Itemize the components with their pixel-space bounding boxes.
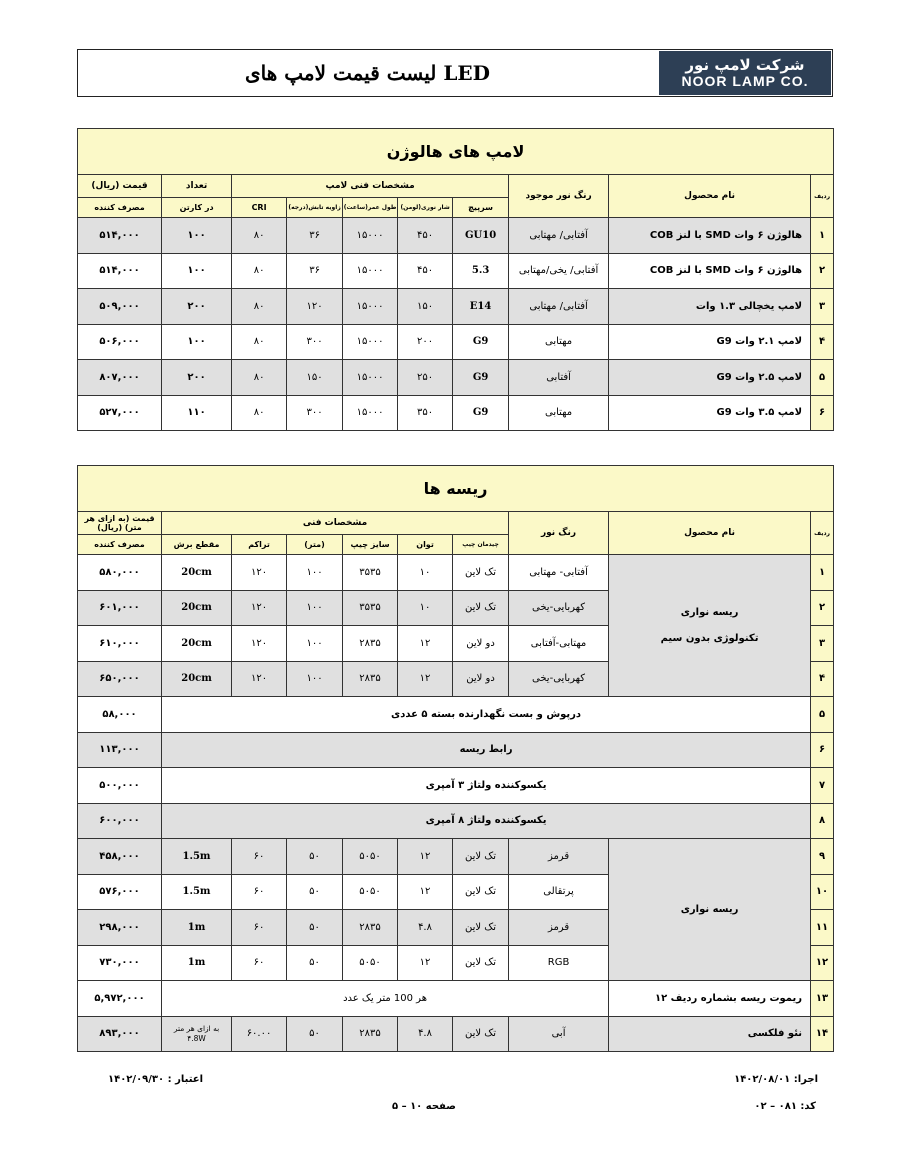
col-flux: شار نوری(لومن) [398, 198, 453, 218]
table-row [78, 253, 834, 289]
row-number: ۴ [811, 661, 834, 697]
light-color: آفتابی/ یخی/مهتابی [509, 253, 609, 289]
power-value: ۱۲ [398, 945, 453, 981]
carton-quantity: ۱۰۰ [162, 218, 232, 254]
socket-type: G9 [453, 324, 509, 360]
density-value: ۶۰ [232, 945, 287, 981]
consumer-price: ۵۰۰,۰۰۰ [78, 768, 162, 804]
col-product: نام محصول [609, 175, 811, 218]
chip-size: ۵۰۵۰ [343, 945, 398, 981]
consumer-price: ۸۰۷,۰۰۰ [78, 360, 162, 396]
power-value: ۱۰ [398, 590, 453, 626]
table-row [78, 360, 834, 396]
consumer-price: ۵۰۹,۰۰۰ [78, 289, 162, 325]
lifetime-hours: ۱۵۰۰۰ [343, 289, 398, 325]
light-color: مهتابی [509, 395, 609, 431]
consumer-price: ۵,۹۷۲,۰۰۰ [78, 981, 162, 1017]
luminous-flux: ۲۰۰ [398, 324, 453, 360]
footer-page-number: صفحه ۱۰ – ۵ [392, 1101, 456, 1112]
meter-value: ۱۰۰ [287, 555, 343, 591]
luminous-flux: ۴۵۰ [398, 218, 453, 254]
density-value: ۱۲۰ [232, 661, 287, 697]
page-title: لیست قیمت لامپ های LED [245, 61, 490, 85]
accessory-name: یکسوکننده ولتاژ ۸ آمپری [162, 803, 811, 839]
meter-value: ۱۰۰ [287, 590, 343, 626]
strips-table [77, 465, 834, 1052]
strip-group-wireless [609, 555, 811, 697]
meter-value: ۵۰ [287, 839, 343, 875]
product-name: نئو فلکسی [609, 1016, 811, 1052]
cut-length: 1.5m [162, 874, 232, 910]
chip-size: ۵۰۵۰ [343, 839, 398, 875]
table-row [78, 555, 834, 591]
density-value: ۶۰ [232, 839, 287, 875]
row-number: ۳ [811, 289, 834, 325]
lifetime-hours: ۱۵۰۰۰ [343, 324, 398, 360]
meter-value: ۵۰ [287, 945, 343, 981]
page-header [77, 49, 833, 97]
chip-size: ۳۵۳۵ [343, 555, 398, 591]
row-number: ۱ [811, 218, 834, 254]
row-number: ۸ [811, 803, 834, 839]
chip-size: ۳۵۳۵ [343, 590, 398, 626]
chip-layout: تک لاین [453, 910, 509, 946]
power-value: ۴.۸ [398, 1016, 453, 1052]
chip-size: ۲۸۳۵ [343, 661, 398, 697]
power-value: ۴.۸ [398, 910, 453, 946]
row-number: ۱ [811, 555, 834, 591]
chip-layout: تک لاین [453, 590, 509, 626]
row-number: ۴ [811, 324, 834, 360]
row-number: ۳ [811, 626, 834, 662]
chip-size: ۲۸۳۵ [343, 1016, 398, 1052]
luminous-flux: ۳۵۰ [398, 395, 453, 431]
light-color: پرتقالی [509, 874, 609, 910]
row-number: ۷ [811, 768, 834, 804]
consumer-price: ۵۸۰,۰۰۰ [78, 555, 162, 591]
consumer-price: ۱۱۳,۰۰۰ [78, 732, 162, 768]
table-row [78, 981, 834, 1017]
density-value: ۶۰ [232, 910, 287, 946]
consumer-price: ۵۰۶,۰۰۰ [78, 324, 162, 360]
power-value: ۱۲ [398, 661, 453, 697]
cut-note: به ازای هر متر [173, 1023, 220, 1033]
col-power: توان [398, 535, 453, 555]
light-color: قرمز [509, 910, 609, 946]
table-row [78, 839, 834, 875]
carton-quantity: ۲۰۰ [162, 360, 232, 396]
meter-value: ۱۰۰ [287, 661, 343, 697]
table-row [78, 395, 834, 431]
footer-code: کد: ۰۸۱ – ۰۲ [754, 1101, 816, 1112]
strip-group-name: ریسه نواری [680, 606, 739, 618]
row-number: ۱۰ [811, 874, 834, 910]
consumer-price: ۵۸,۰۰۰ [78, 697, 162, 733]
light-color: آفتابی/ مهتابی [509, 289, 609, 325]
socket-type: 5.3 [453, 253, 509, 289]
density-value: ۶۰.۰۰ [232, 1016, 287, 1052]
product-name: لامپ یخچالی ۱.۳ وات [609, 289, 811, 325]
consumer-price: ۵۱۴,۰۰۰ [78, 218, 162, 254]
cut-length: 1.5m [162, 839, 232, 875]
table-row [78, 1016, 834, 1052]
consumer-price: ۵۱۴,۰۰۰ [78, 253, 162, 289]
accessory-name: یکسوکننده ولتاژ ۳ آمپری [162, 768, 811, 804]
cut-length: 20cm [162, 555, 232, 591]
col-life: طول عمر(ساعت) [343, 198, 398, 218]
product-name: لامپ ۲.۵ وات G9 [609, 360, 811, 396]
light-color: قرمز [509, 839, 609, 875]
accessory-name: درپوش و بست نگهدارنده بسته ۵ عددی [162, 697, 811, 733]
chip-layout: تک لاین [453, 874, 509, 910]
lifetime-hours: ۱۵۰۰۰ [343, 253, 398, 289]
cri-value: ۸۰ [232, 360, 287, 396]
footer-validity: اعتبار : ۱۴۰۲/۰۹/۳۰ [108, 1074, 204, 1085]
strip-group-subname: تکنولوژی بدون سیم [660, 632, 759, 644]
consumer-price: ۶۱۰,۰۰۰ [78, 626, 162, 662]
strips-section-title: ریسه ها [78, 466, 834, 512]
density-value: ۶۰ [232, 874, 287, 910]
col-price-sub: مصرف کننده [78, 198, 162, 218]
col-angle: زاویه تابش(درجه) [287, 198, 343, 218]
logo-text-fa: شرکت لامپ نور [685, 56, 805, 74]
meter-value: ۵۰ [287, 1016, 343, 1052]
col-row-no: ردیف [811, 175, 834, 218]
light-color: آفتابی [509, 360, 609, 396]
row-number: ۹ [811, 839, 834, 875]
chip-size: ۵۰۵۰ [343, 874, 398, 910]
beam-angle: ۳۶ [287, 218, 343, 254]
luminous-flux: ۱۵۰ [398, 289, 453, 325]
col-cut: مقطع برش [162, 535, 232, 555]
light-color: آفتابی/ مهتابی [509, 218, 609, 254]
cut-length: 1m [162, 945, 232, 981]
chip-layout: دو لاین [453, 626, 509, 662]
col-product: نام محصول [609, 512, 811, 555]
meter-value: ۵۰ [287, 910, 343, 946]
light-color: کهربایی-یخی [509, 661, 609, 697]
socket-type: G9 [453, 360, 509, 396]
cut-length: 20cm [162, 661, 232, 697]
company-logo [659, 51, 831, 95]
consumer-price: ۶۵۰,۰۰۰ [78, 661, 162, 697]
row-number: ۶ [811, 732, 834, 768]
power-value: ۱۲ [398, 626, 453, 662]
col-socket: سرپیچ [453, 198, 509, 218]
beam-angle: ۳۶ [287, 253, 343, 289]
light-color: مهتابی [509, 324, 609, 360]
carton-quantity: ۱۰۰ [162, 324, 232, 360]
consumer-price: ۸۹۳,۰۰۰ [78, 1016, 162, 1052]
consumer-price: ۴۵۸,۰۰۰ [78, 839, 162, 875]
density-value: ۱۲۰ [232, 626, 287, 662]
col-color: رنگ نور موجود [509, 175, 609, 218]
col-price: قیمت (ریال) [78, 175, 162, 198]
density-value: ۱۲۰ [232, 555, 287, 591]
cri-value: ۸۰ [232, 218, 287, 254]
table-row [78, 697, 834, 733]
cut-length: 20cm [162, 590, 232, 626]
density-value: ۱۲۰ [232, 590, 287, 626]
carton-quantity: ۱۱۰ [162, 395, 232, 431]
table-row [78, 289, 834, 325]
consumer-price: ۷۳۰,۰۰۰ [78, 945, 162, 981]
beam-angle: ۱۵۰ [287, 360, 343, 396]
row-number: ۲ [811, 253, 834, 289]
table-row [78, 218, 834, 254]
power-value: ۱۲ [398, 874, 453, 910]
col-layout: چیدمان چیپ [453, 535, 509, 555]
col-specs: مشخصات فنی [162, 512, 509, 535]
chip-layout: تک لاین [453, 1016, 509, 1052]
col-density: تراکم [232, 535, 287, 555]
col-qty-sub: در کارتن [162, 198, 232, 218]
col-price: قیمت (به ازای هر متر) (ریال) [78, 512, 162, 535]
row-number: ۱۲ [811, 945, 834, 981]
cri-value: ۸۰ [232, 289, 287, 325]
socket-type: E14 [453, 289, 509, 325]
cri-value: ۸۰ [232, 324, 287, 360]
socket-type: G9 [453, 395, 509, 431]
halogen-table [77, 128, 834, 431]
row-number: ۱۴ [811, 1016, 834, 1052]
row-number: ۲ [811, 590, 834, 626]
row-number: ۵ [811, 360, 834, 396]
col-color: رنگ نور [509, 512, 609, 555]
table-row [78, 768, 834, 804]
col-price-sub: مصرف کننده [78, 535, 162, 555]
consumer-price: ۶۰۰,۰۰۰ [78, 803, 162, 839]
product-name: لامپ ۲.۱ وات G9 [609, 324, 811, 360]
cut-length [162, 1016, 232, 1052]
beam-angle: ۳۰۰ [287, 395, 343, 431]
power-value: ۱۰ [398, 555, 453, 591]
col-specs: مشخصات فنی لامپ [232, 175, 509, 198]
table-row [78, 803, 834, 839]
col-meter: (متر) [287, 535, 343, 555]
product-name: ریموت ریسه بشماره ردیف ۱۲ [609, 981, 811, 1017]
remote-note: هر 100 متر یک عدد [162, 981, 609, 1017]
table-row [78, 732, 834, 768]
col-qty: تعداد [162, 175, 232, 198]
consumer-price: ۵۷۶,۰۰۰ [78, 874, 162, 910]
beam-angle: ۱۲۰ [287, 289, 343, 325]
chip-layout: تک لاین [453, 839, 509, 875]
consumer-price: ۲۹۸,۰۰۰ [78, 910, 162, 946]
beam-angle: ۳۰۰ [287, 324, 343, 360]
meter-value: ۵۰ [287, 874, 343, 910]
table-row [78, 324, 834, 360]
row-number: ۵ [811, 697, 834, 733]
cri-value: ۸۰ [232, 253, 287, 289]
chip-layout: تک لاین [453, 555, 509, 591]
row-number: ۱۳ [811, 981, 834, 1017]
power-value: ۱۲ [398, 839, 453, 875]
chip-layout: تک لاین [453, 945, 509, 981]
carton-quantity: ۱۰۰ [162, 253, 232, 289]
consumer-price: ۶۰۱,۰۰۰ [78, 590, 162, 626]
col-cri: CRI [232, 198, 287, 218]
luminous-flux: ۴۵۰ [398, 253, 453, 289]
lifetime-hours: ۱۵۰۰۰ [343, 360, 398, 396]
row-number: ۶ [811, 395, 834, 431]
chip-size: ۲۸۳۵ [343, 626, 398, 662]
product-name: هالوژن ۶ وات SMD با لنز COB [609, 253, 811, 289]
carton-quantity: ۲۰۰ [162, 289, 232, 325]
chip-layout: دو لاین [453, 661, 509, 697]
light-color: کهربایی-یخی [509, 590, 609, 626]
col-row-no: ردیف [811, 512, 834, 555]
light-color: آبی [509, 1016, 609, 1052]
accessory-name: رابط ریسه [162, 732, 811, 768]
light-color: مهتابی-آفتابی [509, 626, 609, 662]
cri-value: ۸۰ [232, 395, 287, 431]
light-color: آفتابی- مهتابی [509, 555, 609, 591]
product-name: هالوژن ۶ وات SMD با لنز COB [609, 218, 811, 254]
cut-power: ۴.8W [187, 1033, 206, 1043]
col-chip: سایز چیپ [343, 535, 398, 555]
cut-length: 1m [162, 910, 232, 946]
chip-size: ۲۸۳۵ [343, 910, 398, 946]
lifetime-hours: ۱۵۰۰۰ [343, 395, 398, 431]
logo-text-en: NOOR LAMP CO. [681, 73, 809, 89]
luminous-flux: ۲۵۰ [398, 360, 453, 396]
strip-group-name: ریسه نواری [609, 839, 811, 981]
socket-type: GU10 [453, 218, 509, 254]
light-color: RGB [509, 945, 609, 981]
row-number: ۱۱ [811, 910, 834, 946]
lifetime-hours: ۱۵۰۰۰ [343, 218, 398, 254]
consumer-price: ۵۲۷,۰۰۰ [78, 395, 162, 431]
cut-length: 20cm [162, 626, 232, 662]
footer-exec-date: اجرا: ۱۴۰۲/۰۸/۰۱ [734, 1074, 818, 1085]
meter-value: ۱۰۰ [287, 626, 343, 662]
product-name: لامپ ۳.۵ وات G9 [609, 395, 811, 431]
halogen-section-title: لامپ های هالوژن [78, 129, 834, 175]
